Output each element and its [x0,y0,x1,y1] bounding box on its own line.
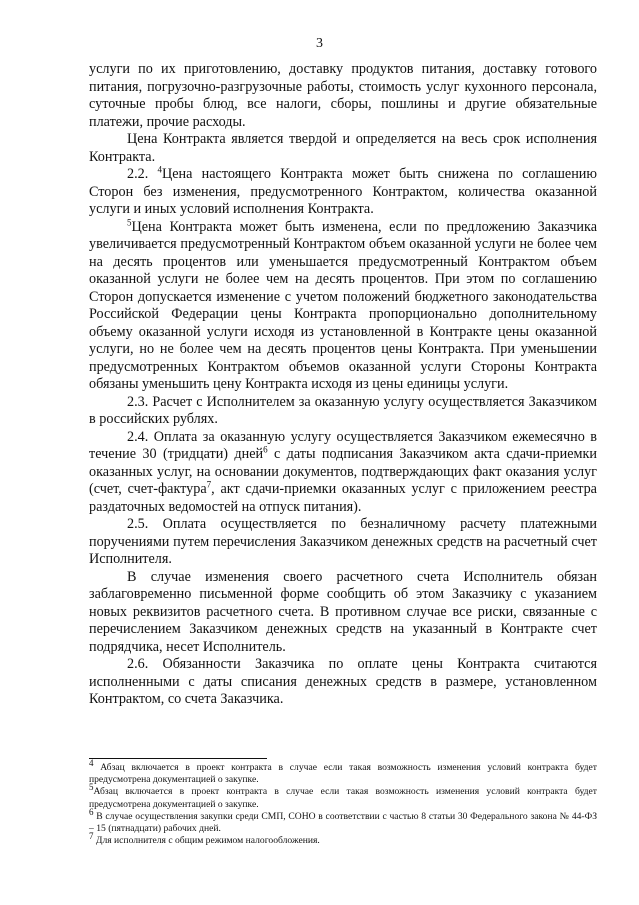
paragraph-price-fixed: Цена Контракта является твердой и определяется на весь срок исполнения Контракта. [89,131,597,165]
document-body [89,61,597,709]
footnote-ref-7[interactable]: 7 [206,479,212,490]
paragraph-2-2: 2.2. $^4$Цена настоящего Контракта может быть снижена по соглашению Сторон без изменения, предусмотренного Контрактом, количества оказанной услуги и иных условий исполнения Контракта. [89,164,597,217]
paragraph-2-6: 2.6. Обязанности Заказчика по оплате цены Контракта считаются исполненными с даты списания денежных средств в размере, установленном Контрактом, со счета Заказчика. [89,656,597,707]
paragraph-services-composition: услуги по их приготовлению, доставку продуктов питания, доставку готового питания, погрузочно-разгрузочные работы, стоимость услуг кухонного персонала, суточные пробы блюд, все налоги, сборы, пошлины и другие обязательные платежи, прочие расходы. [89,61,597,130]
paragraph-2-3: 2.3. Расчет с Исполнителем за оказанную услугу осуществляется Заказчиком в российских рублях. [89,393,597,427]
footnote-5: $^5$Абзац включается в проект контракта в случае если такая возможность изменения условий контракта будет предусмотрена документацией о закупке. [89,782,597,810]
footnote-4: $^4$ Абзац включается в проект контракта в случае если такая возможность изменения условий контракта будет предусмотрена документацией о закупке. [89,757,597,786]
page-number: 3 [316,36,323,51]
paragraph-price-change: $^5$Цена Контракта может быть изменена, если по предложению Заказчика увеличивается предусмотренный Контрактом объем оказанной услуги не более чем на десять процентов или уменьшается предусмотренный Контрактом объем оказанной услуги не более чем на десять процентов. При этом по соглашению Сторон допускается изменение с учетом положений бюджетного законодательства Российской Федерации цены Контракта пропорционально дополнительному объему оказанной услуги исходя из установленной в Контракте цены оказанной услуги, но не более чем на десять процентов цены Контракта. При уменьшении предусмотренных Контрактом объемов оказанной услуги Стороны Контракта обязаны уменьшить цену Контракта исходя из цены единицы услуги. [89,216,597,392]
footnote-7: $^7$ Для исполнителя с общим режимом налогообложения. [89,831,320,847]
footnote-separator [89,758,267,759]
paragraph-2-4: 2.4. Оплата за оказанную услугу осуществляется Заказчиком ежемесячно в течение 30 (тридцати) дней$^6$ с даты подписания Заказчиком акта сдачи-приемки оказанных услуг, на основании документов, подтверждающих факт оказания услуг (счет, счет-фактура$^7$, акт сдачи-приемки оказанных услуг с приложением реестра раздаточных ведомостей на отпуск питания). [89,428,597,515]
footnote-ref-5[interactable]: 5 [127,216,132,227]
footnote-ref-6[interactable]: 6 [263,444,268,455]
footnotes [89,757,597,847]
paragraph-2-5: 2.5. Оплата осуществляется по безналичному расчету платежными поручениями путем перечисления Заказчиком денежных средств на расчетный счет Исполнителя. [89,516,597,567]
paragraph-account-change: В случае изменения своего расчетного счета Исполнитель обязан заблаговременно письменной форме сообщить об этом Заказчику с указанием новых реквизитов расчетного счета. В противном случае все риски, связанные с перечислением Заказчиком денежных средств на указанный в Контракте счет подрядчика, несет Исполнитель. [89,568,597,655]
footnote-ref-4[interactable]: 4 [157,164,163,175]
footnote-6: $^6$ В случае осуществления закупки среди СМП, СОНО в соответствии с частью 8 статьи 30 Федерального закона № 44-ФЗ – 15 (пятнадцати) рабочих дней. [89,806,597,835]
